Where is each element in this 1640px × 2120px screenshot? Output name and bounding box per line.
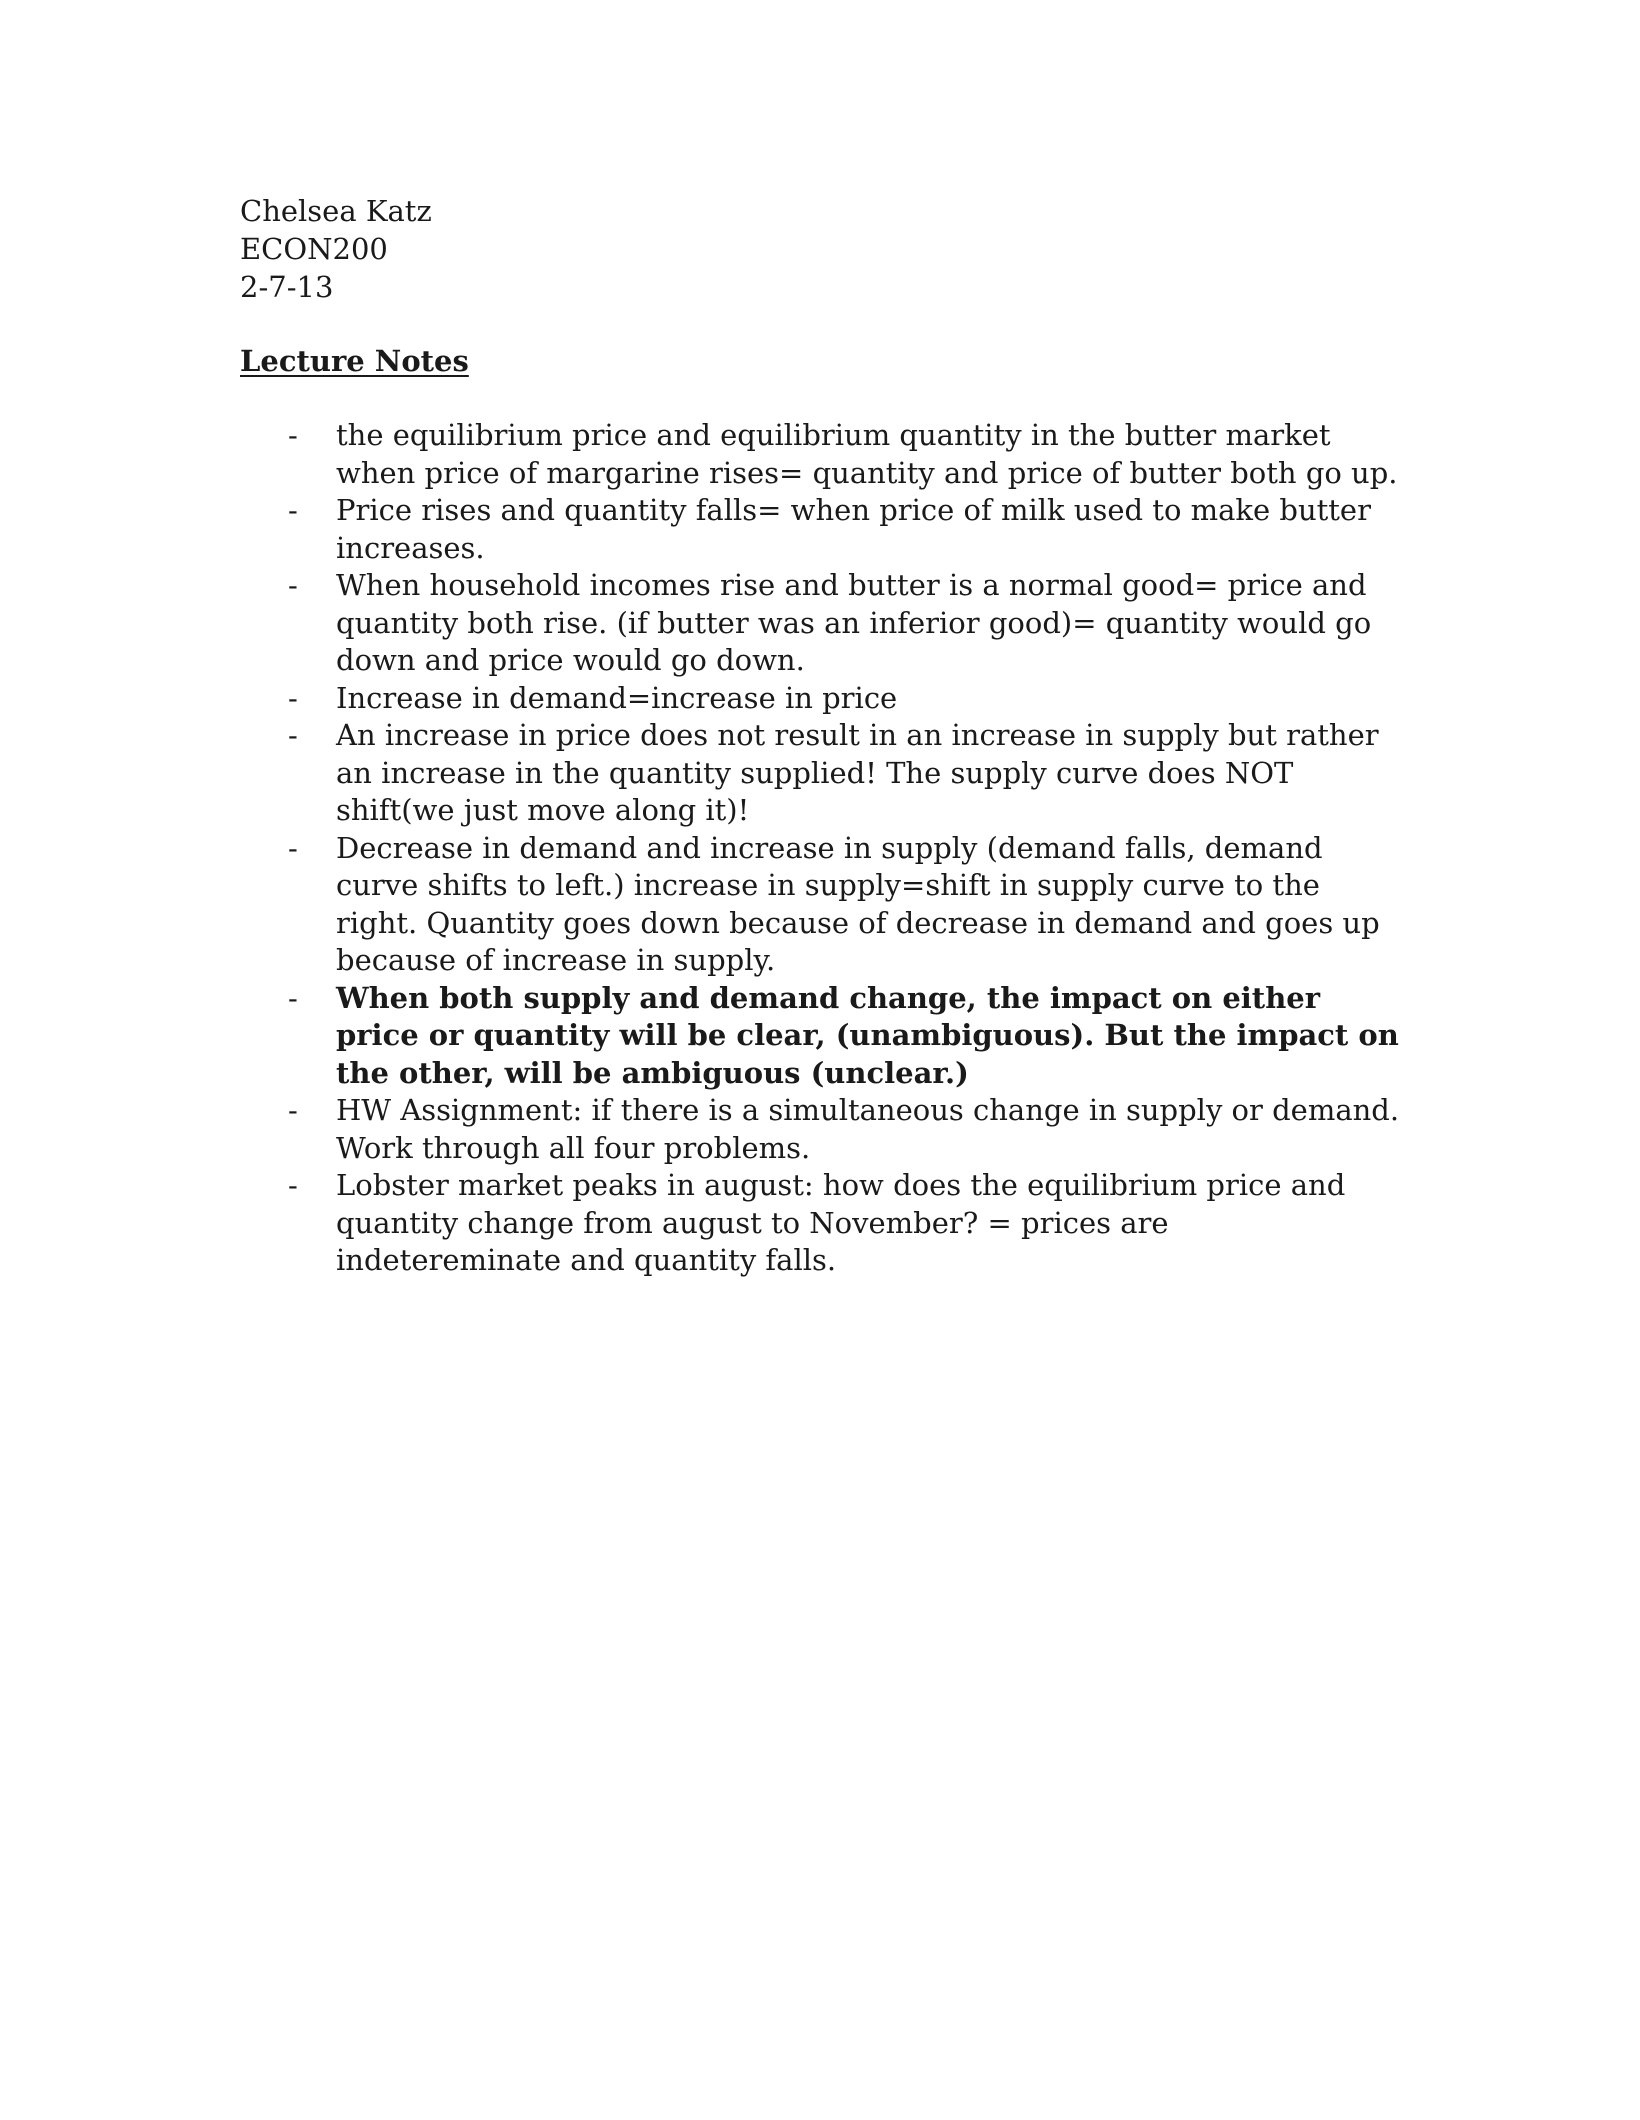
list-item [240,417,1400,492]
bullet-marker: - [288,718,298,752]
bullet-marker: - [288,830,298,865]
document-title: Lecture Notes [240,344,469,378]
student-name: Chelsea Katz [240,194,432,228]
list-item-text: HW Assignment: if there is a simultaneous change in supply or demand. Work through all four problems. [336,1093,1400,1165]
list-item-text: Price rises and quantity falls= when price of milk used to make butter increases. [336,493,1371,565]
list-item-text: the equilibrium price and equilibrium quantity in the butter market when price of margarine rises= quantity and price of butter both go up. [336,418,1398,490]
list-item [240,1092,1400,1167]
list-item [240,717,1400,830]
notes-list [240,417,1400,1280]
bullet-marker: - [288,1168,298,1202]
bullet-marker: - [288,1093,298,1127]
list-item [240,830,1400,980]
bullet-marker: - [288,980,298,1015]
document-date: 2-7-13 [240,270,334,304]
course-code: ECON200 [240,232,388,266]
bullet-marker: - [288,568,298,602]
bullet-marker: - [288,418,298,452]
list-item [240,980,1400,1093]
list-item [240,1167,1400,1280]
list-item [240,567,1400,680]
list-item [240,680,1400,718]
list-item-text: Increase in demand=increase in price [336,680,898,715]
document-header [240,192,432,306]
list-item [240,492,1400,567]
bullet-marker: - [288,680,298,715]
list-item-text: Lobster market peaks in august: how does the equilibrium price and quantity change from august to November? = prices are indetereminate and quantity falls. [336,1168,1346,1277]
list-item-text: An increase in price does not result in an increase in supply but rather an increase in the quantity supplied! The supply curve does NOT shift(we just move along it)! [336,718,1379,827]
bullet-marker: - [288,493,298,527]
list-item-text: When both supply and demand change, the impact on either price or quantity will be clear, (unambiguous). But the impact on the other, will be ambiguous (unclear.) [336,980,1399,1090]
list-item-text: When household incomes rise and butter is a normal good= price and quantity both rise. (if butter was an inferior good)= quantity would go down and price would go down. [336,568,1372,677]
list-item-text: Decrease in demand and increase in supply (demand falls, demand curve shifts to left.) increase in supply=shift in supply curve to the right. Quantity goes down because of decrease in demand and goes up because of increase in supply. [336,830,1380,977]
